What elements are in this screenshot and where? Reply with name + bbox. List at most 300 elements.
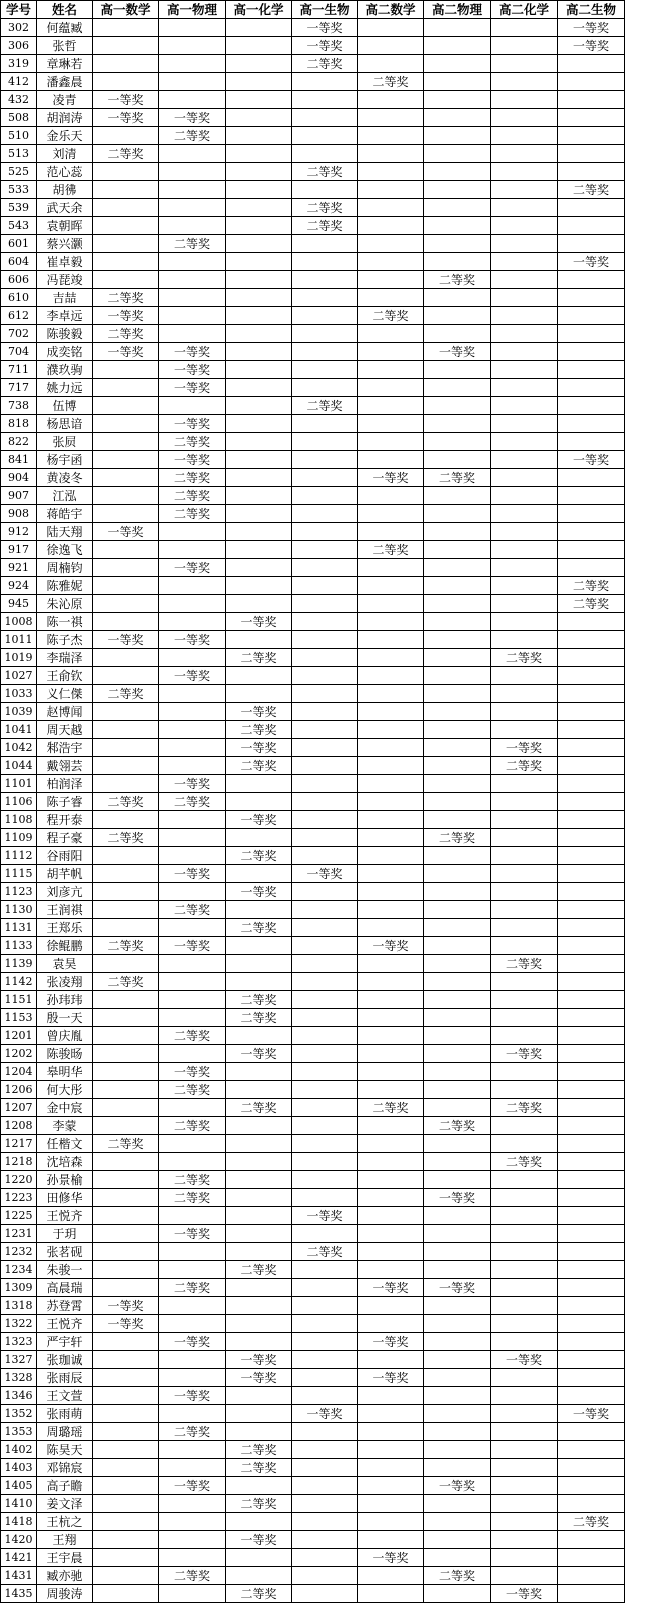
student-id-cell: 1232 xyxy=(1,1243,37,1261)
award-cell xyxy=(292,145,358,163)
award-cell xyxy=(159,1315,226,1333)
award-cell xyxy=(491,37,558,55)
award-cell xyxy=(292,487,358,505)
award-cell xyxy=(292,721,358,739)
table-row xyxy=(1,37,625,55)
student-id-cell: 1019 xyxy=(1,649,37,667)
table-row xyxy=(1,1423,625,1441)
award-cell xyxy=(558,1315,625,1333)
award-cell xyxy=(93,1081,159,1099)
award-cell xyxy=(491,91,558,109)
award-cell xyxy=(558,379,625,397)
award-cell xyxy=(159,595,226,613)
student-name-cell: 任楷文 xyxy=(37,1135,93,1153)
table-row xyxy=(1,1045,625,1063)
award-cell xyxy=(159,1261,226,1279)
award-cell xyxy=(292,379,358,397)
award-cell xyxy=(226,631,292,649)
award-cell xyxy=(424,1045,491,1063)
student-id-cell: 1142 xyxy=(1,973,37,991)
student-name-cell: 张雨辰 xyxy=(37,1369,93,1387)
student-name-cell: 李蒙 xyxy=(37,1117,93,1135)
award-cell xyxy=(358,199,424,217)
award-cell xyxy=(292,1279,358,1297)
award-cell xyxy=(292,703,358,721)
award-cell xyxy=(93,505,159,523)
award-cell xyxy=(226,1297,292,1315)
student-id-cell: 1346 xyxy=(1,1387,37,1405)
award-cell xyxy=(226,307,292,325)
table-row xyxy=(1,397,625,415)
student-name-cell: 徐逸飞 xyxy=(37,541,93,559)
student-name-cell: 何蕴臧 xyxy=(37,19,93,37)
student-id-cell: 1033 xyxy=(1,685,37,703)
award-cell xyxy=(226,577,292,595)
award-cell xyxy=(491,1279,558,1297)
award-cell xyxy=(226,487,292,505)
award-cell: 二等奖 xyxy=(159,235,226,253)
student-id-cell: 1115 xyxy=(1,865,37,883)
table-row xyxy=(1,1405,625,1423)
student-id-cell: 1042 xyxy=(1,739,37,757)
student-id-cell: 1421 xyxy=(1,1549,37,1567)
student-name-cell: 武天余 xyxy=(37,199,93,217)
table-row xyxy=(1,1027,625,1045)
award-cell xyxy=(292,1081,358,1099)
award-cell: 二等奖 xyxy=(93,289,159,307)
award-cell xyxy=(292,271,358,289)
award-cell xyxy=(159,91,226,109)
award-cell xyxy=(424,397,491,415)
award-cell xyxy=(93,469,159,487)
award-cell xyxy=(93,433,159,451)
award-cell xyxy=(424,541,491,559)
award-cell xyxy=(424,145,491,163)
student-id-cell: 1139 xyxy=(1,955,37,973)
award-cell: 一等奖 xyxy=(159,1063,226,1081)
award-cell xyxy=(93,955,159,973)
award-cell: 二等奖 xyxy=(292,397,358,415)
student-name-cell: 姚力远 xyxy=(37,379,93,397)
table-row xyxy=(1,451,625,469)
award-cell xyxy=(226,91,292,109)
award-cell xyxy=(358,793,424,811)
award-cell: 二等奖 xyxy=(159,487,226,505)
award-cell xyxy=(491,631,558,649)
award-cell: 二等奖 xyxy=(424,1117,491,1135)
student-id-cell: 1041 xyxy=(1,721,37,739)
award-cell xyxy=(491,1117,558,1135)
award-cell: 一等奖 xyxy=(491,739,558,757)
student-name-cell: 胡芊帆 xyxy=(37,865,93,883)
student-name-cell: 戴翎芸 xyxy=(37,757,93,775)
award-cell xyxy=(558,1495,625,1513)
award-cell xyxy=(226,1225,292,1243)
award-cell xyxy=(424,307,491,325)
award-cell xyxy=(558,109,625,127)
student-name-cell: 王润祺 xyxy=(37,901,93,919)
award-cell xyxy=(358,1459,424,1477)
award-cell xyxy=(424,955,491,973)
table-row xyxy=(1,1279,625,1297)
student-name-cell: 王翔 xyxy=(37,1531,93,1549)
award-cell xyxy=(491,991,558,1009)
award-cell xyxy=(159,1351,226,1369)
table-row xyxy=(1,649,625,667)
award-cell xyxy=(159,703,226,721)
student-name-cell: 陈一祺 xyxy=(37,613,93,631)
award-cell: 二等奖 xyxy=(491,1099,558,1117)
award-cell xyxy=(159,325,226,343)
award-cell xyxy=(491,199,558,217)
award-cell xyxy=(93,1423,159,1441)
award-cell xyxy=(424,1315,491,1333)
award-cell xyxy=(424,1441,491,1459)
award-cell xyxy=(226,541,292,559)
table-row xyxy=(1,271,625,289)
award-cell xyxy=(358,901,424,919)
table-row xyxy=(1,1153,625,1171)
award-cell xyxy=(159,1441,226,1459)
student-name-cell: 陈昊天 xyxy=(37,1441,93,1459)
student-name-cell: 高晨瑞 xyxy=(37,1279,93,1297)
award-cell xyxy=(93,1567,159,1585)
award-cell xyxy=(424,739,491,757)
award-cell xyxy=(93,487,159,505)
award-cell xyxy=(93,703,159,721)
table-row xyxy=(1,1459,625,1477)
award-cell xyxy=(558,1009,625,1027)
award-cell xyxy=(358,811,424,829)
student-id-cell: 1112 xyxy=(1,847,37,865)
student-id-cell: 1011 xyxy=(1,631,37,649)
award-cell xyxy=(424,199,491,217)
award-cell xyxy=(93,127,159,145)
award-cell xyxy=(358,775,424,793)
award-cell xyxy=(424,847,491,865)
award-cell xyxy=(226,1171,292,1189)
award-cell: 一等奖 xyxy=(491,1351,558,1369)
award-cell: 二等奖 xyxy=(93,1135,159,1153)
award-cell xyxy=(159,307,226,325)
award-cell: 二等奖 xyxy=(226,649,292,667)
award-cell: 一等奖 xyxy=(159,1225,226,1243)
award-cell xyxy=(292,91,358,109)
award-cell xyxy=(159,649,226,667)
student-id-cell: 1435 xyxy=(1,1585,37,1603)
table-row xyxy=(1,1549,625,1567)
award-cell: 一等奖 xyxy=(358,1549,424,1567)
award-cell xyxy=(226,235,292,253)
student-name-cell: 孙景榆 xyxy=(37,1171,93,1189)
award-cell xyxy=(358,1297,424,1315)
award-cell xyxy=(491,1027,558,1045)
student-id-cell: 1133 xyxy=(1,937,37,955)
award-cell xyxy=(358,55,424,73)
table-row xyxy=(1,235,625,253)
award-cell xyxy=(491,1531,558,1549)
student-id-cell: 1420 xyxy=(1,1531,37,1549)
award-cell: 二等奖 xyxy=(159,1567,226,1585)
award-cell: 二等奖 xyxy=(226,919,292,937)
student-id-cell: 822 xyxy=(1,433,37,451)
award-cell xyxy=(159,181,226,199)
award-cell xyxy=(292,127,358,145)
award-cell xyxy=(292,901,358,919)
student-id-cell: 1202 xyxy=(1,1045,37,1063)
award-cell xyxy=(491,847,558,865)
award-cell xyxy=(93,1243,159,1261)
award-cell xyxy=(159,829,226,847)
award-cell xyxy=(93,991,159,1009)
award-cell xyxy=(491,541,558,559)
award-cell: 一等奖 xyxy=(558,37,625,55)
award-cell xyxy=(558,307,625,325)
student-id-cell: 1431 xyxy=(1,1567,37,1585)
award-cell xyxy=(424,793,491,811)
table-row xyxy=(1,1369,625,1387)
student-name-cell: 王悦齐 xyxy=(37,1315,93,1333)
award-cell xyxy=(93,1477,159,1495)
student-name-cell: 于玥 xyxy=(37,1225,93,1243)
award-cell xyxy=(558,73,625,91)
award-cell xyxy=(358,127,424,145)
student-name-cell: 杨宇函 xyxy=(37,451,93,469)
award-cell xyxy=(292,181,358,199)
award-cell xyxy=(491,1459,558,1477)
award-cell xyxy=(292,541,358,559)
award-cell xyxy=(491,55,558,73)
student-name-cell: 李卓远 xyxy=(37,307,93,325)
table-row xyxy=(1,937,625,955)
table-row xyxy=(1,1135,625,1153)
student-id-cell: 513 xyxy=(1,145,37,163)
student-name-cell: 胡彿 xyxy=(37,181,93,199)
student-id-cell: 945 xyxy=(1,595,37,613)
student-name-cell: 王俞钦 xyxy=(37,667,93,685)
header-name: 姓名 xyxy=(37,1,93,19)
award-cell xyxy=(159,397,226,415)
award-cell xyxy=(358,1513,424,1531)
award-cell xyxy=(358,433,424,451)
award-cell xyxy=(558,721,625,739)
award-cell: 二等奖 xyxy=(93,145,159,163)
award-cell xyxy=(358,1045,424,1063)
student-id-cell: 1418 xyxy=(1,1513,37,1531)
award-cell xyxy=(491,703,558,721)
award-cell xyxy=(424,1297,491,1315)
award-cell: 一等奖 xyxy=(159,1333,226,1351)
award-cell xyxy=(491,811,558,829)
award-cell xyxy=(558,1207,625,1225)
award-cell xyxy=(292,1315,358,1333)
award-cell: 二等奖 xyxy=(292,217,358,235)
award-cell xyxy=(491,235,558,253)
award-cell xyxy=(358,1585,424,1603)
award-cell xyxy=(93,1405,159,1423)
award-cell xyxy=(491,181,558,199)
award-cell xyxy=(491,1063,558,1081)
award-cell xyxy=(226,595,292,613)
award-cell xyxy=(558,829,625,847)
award-cell: 一等奖 xyxy=(93,523,159,541)
student-name-cell: 杨思谙 xyxy=(37,415,93,433)
award-cell xyxy=(226,217,292,235)
award-cell xyxy=(491,109,558,127)
award-cell: 二等奖 xyxy=(159,1423,226,1441)
award-cell xyxy=(491,1243,558,1261)
award-cell xyxy=(358,1531,424,1549)
award-cell xyxy=(93,559,159,577)
student-id-cell: 1352 xyxy=(1,1405,37,1423)
award-cell: 二等奖 xyxy=(226,1459,292,1477)
header-g1-biology: 高一生物 xyxy=(292,1,358,19)
award-cell xyxy=(159,1495,226,1513)
award-cell: 一等奖 xyxy=(226,1045,292,1063)
award-cell xyxy=(491,505,558,523)
award-cell xyxy=(491,289,558,307)
award-cell xyxy=(93,1585,159,1603)
student-id-cell: 1123 xyxy=(1,883,37,901)
award-cell: 二等奖 xyxy=(159,127,226,145)
student-id-cell: 543 xyxy=(1,217,37,235)
student-name-cell: 张凌翔 xyxy=(37,973,93,991)
award-cell xyxy=(292,1549,358,1567)
award-cell xyxy=(491,1549,558,1567)
student-id-cell: 1410 xyxy=(1,1495,37,1513)
award-cell xyxy=(226,1207,292,1225)
award-cell xyxy=(292,1351,358,1369)
award-cell xyxy=(159,523,226,541)
award-cell xyxy=(226,163,292,181)
award-cell xyxy=(558,1135,625,1153)
student-id-cell: 907 xyxy=(1,487,37,505)
table-row xyxy=(1,1117,625,1135)
award-cell: 一等奖 xyxy=(226,1369,292,1387)
award-cell xyxy=(558,937,625,955)
table-row xyxy=(1,595,625,613)
award-cell: 二等奖 xyxy=(93,973,159,991)
award-cell xyxy=(358,757,424,775)
award-cell xyxy=(424,991,491,1009)
award-cell xyxy=(491,775,558,793)
student-name-cell: 李瑞泽 xyxy=(37,649,93,667)
award-cell xyxy=(292,1459,358,1477)
header-student-id: 学号 xyxy=(1,1,37,19)
student-id-cell: 612 xyxy=(1,307,37,325)
award-cell xyxy=(358,613,424,631)
student-name-cell: 冯琵竣 xyxy=(37,271,93,289)
award-cell xyxy=(424,487,491,505)
award-cell xyxy=(424,1495,491,1513)
student-name-cell: 姜文泽 xyxy=(37,1495,93,1513)
award-cell xyxy=(226,145,292,163)
award-cell xyxy=(226,1279,292,1297)
award-cell xyxy=(159,1153,226,1171)
award-cell xyxy=(491,127,558,145)
award-cell xyxy=(226,1315,292,1333)
table-row xyxy=(1,505,625,523)
award-cell xyxy=(558,1189,625,1207)
student-id-cell: 601 xyxy=(1,235,37,253)
student-id-cell: 604 xyxy=(1,253,37,271)
award-cell xyxy=(424,1099,491,1117)
award-cell xyxy=(93,1387,159,1405)
award-cell xyxy=(93,883,159,901)
award-cell xyxy=(358,1351,424,1369)
award-cell xyxy=(424,451,491,469)
table-row xyxy=(1,109,625,127)
award-cell: 二等奖 xyxy=(292,163,358,181)
table-row xyxy=(1,379,625,397)
award-cell xyxy=(424,901,491,919)
award-cell: 二等奖 xyxy=(159,1279,226,1297)
award-cell: 一等奖 xyxy=(93,307,159,325)
student-name-cell: 周楠钧 xyxy=(37,559,93,577)
award-cell xyxy=(558,199,625,217)
award-cell xyxy=(226,415,292,433)
award-cell xyxy=(358,703,424,721)
award-cell xyxy=(226,505,292,523)
award-cell xyxy=(358,595,424,613)
award-cell xyxy=(226,1081,292,1099)
award-cell: 二等奖 xyxy=(226,847,292,865)
student-name-cell: 王宇晨 xyxy=(37,1549,93,1567)
award-cell xyxy=(226,271,292,289)
award-cell xyxy=(292,883,358,901)
award-cell xyxy=(558,1333,625,1351)
student-id-cell: 908 xyxy=(1,505,37,523)
award-cell xyxy=(358,37,424,55)
award-cell xyxy=(159,883,226,901)
student-name-cell: 章琳若 xyxy=(37,55,93,73)
award-cell xyxy=(491,271,558,289)
award-cell: 一等奖 xyxy=(93,109,159,127)
table-row xyxy=(1,631,625,649)
award-cell xyxy=(424,1585,491,1603)
award-cell xyxy=(424,757,491,775)
award-cell xyxy=(491,433,558,451)
award-cell xyxy=(424,1549,491,1567)
table-row xyxy=(1,1531,625,1549)
award-cell xyxy=(558,361,625,379)
award-cell: 一等奖 xyxy=(358,1333,424,1351)
student-id-cell: 904 xyxy=(1,469,37,487)
student-id-cell: 711 xyxy=(1,361,37,379)
table-row xyxy=(1,613,625,631)
award-cell xyxy=(358,1315,424,1333)
header-row xyxy=(1,1,625,19)
award-cell xyxy=(424,1513,491,1531)
award-cell: 二等奖 xyxy=(159,793,226,811)
award-cell xyxy=(292,811,358,829)
award-cell xyxy=(424,235,491,253)
award-cell xyxy=(358,919,424,937)
award-cell: 一等奖 xyxy=(159,415,226,433)
table-row xyxy=(1,1387,625,1405)
student-id-cell: 432 xyxy=(1,91,37,109)
award-cell xyxy=(358,109,424,127)
award-cell xyxy=(491,307,558,325)
award-cell xyxy=(226,451,292,469)
table-row xyxy=(1,253,625,271)
award-cell xyxy=(226,1405,292,1423)
table-row xyxy=(1,541,625,559)
award-cell xyxy=(424,181,491,199)
award-cell xyxy=(93,415,159,433)
award-cell xyxy=(159,1369,226,1387)
award-cell xyxy=(558,631,625,649)
